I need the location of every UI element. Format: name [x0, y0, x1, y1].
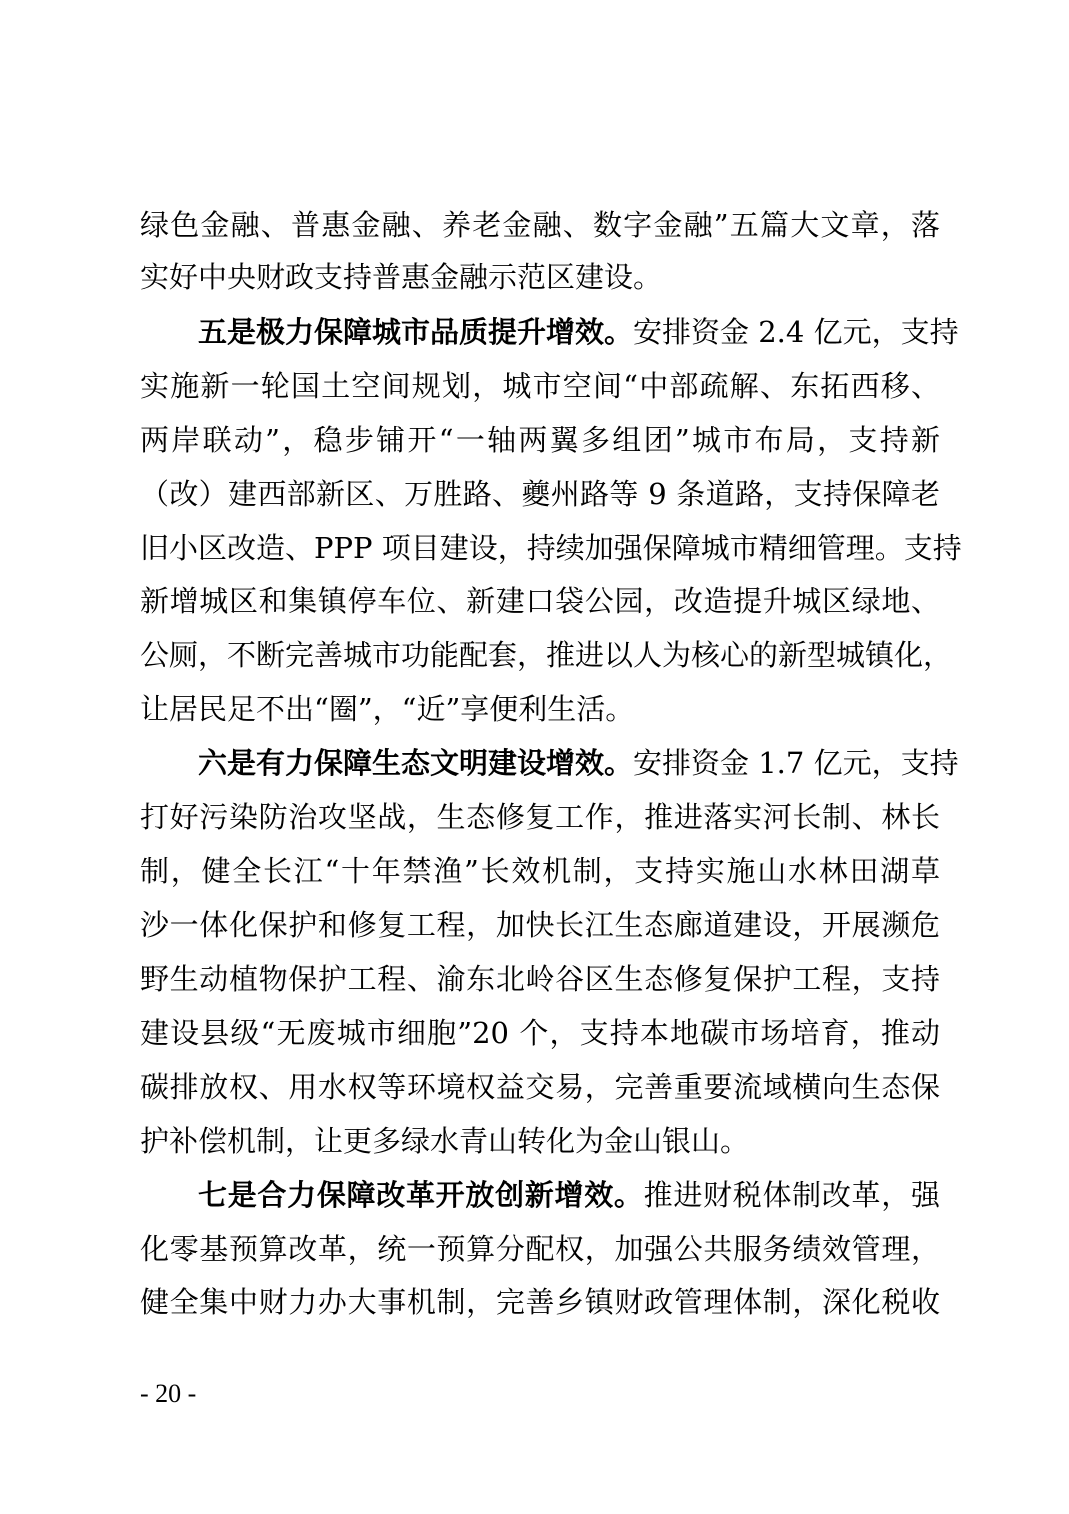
paragraph-3-line-3: 制，健全长江“十年禁渔”长效机制，支持实施山水林田湖草 [140, 854, 940, 888]
paragraph-4-line-1 [198, 1175, 940, 1215]
paragraph-3-lead: 六是有力保障生态文明建设增效。 [198, 746, 634, 780]
paragraph-2-line-8: 让居民足不出“圈”，“近”享便利生活。 [140, 692, 635, 726]
paragraph-3-line-2: 打好污染防治攻坚战，生态修复工作，推进落实河长制、林长 [140, 800, 940, 834]
paragraph-1-line-2: 实好中央财政支持普惠金融示范区建设。 [140, 260, 663, 294]
paragraph-2-line-7: 公厕，不断完善城市功能配套，推进以人为核心的新型城镇化， [140, 638, 953, 672]
paragraph-3-line-7: 碳排放权、用水权等环境权益交易，完善重要流域横向生态保 [140, 1070, 940, 1104]
paragraph-4-line-2: 化零基预算改革，统一预算分配权，加强公共服务绩效管理， [140, 1232, 940, 1266]
page-number: - 20 - [140, 1379, 197, 1408]
paragraph-4-lead: 七是合力保障改革开放创新增效。 [198, 1178, 644, 1212]
paragraph-3-lead-rest: 安排资金 1.7 亿元，支持 [633, 746, 959, 780]
paragraph-3-line-4: 沙一体化保护和修复工程，加快长江生态廊道建设，开展濒危 [140, 908, 940, 942]
paragraph-2-lead-rest: 安排资金 2.4 亿元，支持 [633, 315, 959, 349]
paragraph-3-line-1 [198, 743, 959, 783]
paragraph-1-line-1: 绿色金融、普惠金融、养老金融、数字金融”五篇大文章，落 [140, 208, 940, 242]
paragraph-2-line-3: 两岸联动”，稳步铺开“一轴两翼多组团”城市布局，支持新 [140, 423, 940, 457]
paragraph-3-line-8: 护补偿机制，让更多绿水青山转化为金山银山。 [140, 1124, 750, 1158]
paragraph-4-line-3: 健全集中财力办大事机制，完善乡镇财政管理体制，深化税收 [140, 1285, 940, 1319]
paragraph-3-line-6: 建设县级“无废城市细胞”20 个，支持本地碳市场培育，推动 [140, 1016, 940, 1050]
paragraph-2-line-2: 实施新一轮国土空间规划，城市空间“中部疏解、东拓西移、 [140, 369, 940, 403]
paragraph-2-line-6: 新增城区和集镇停车位、新建口袋公园，改造提升城区绿地、 [140, 584, 940, 618]
paragraph-4-lead-rest: 推进财税体制改革，强 [643, 1178, 940, 1212]
paragraph-2-lead: 五是极力保障城市品质提升增效。 [198, 315, 634, 349]
paragraph-2-line-5: 旧小区改造、PPP 项目建设，持续加强保障城市精细管理。支持 [140, 531, 962, 565]
paragraph-2-line-1 [198, 312, 959, 352]
paragraph-3-line-5: 野生动植物保护工程、渝东北岭谷区生态修复保护工程，支持 [140, 962, 940, 996]
paragraph-2-line-4: （改）建西部新区、万胜路、夔州路等 9 条道路，支持保障老 [140, 477, 940, 511]
